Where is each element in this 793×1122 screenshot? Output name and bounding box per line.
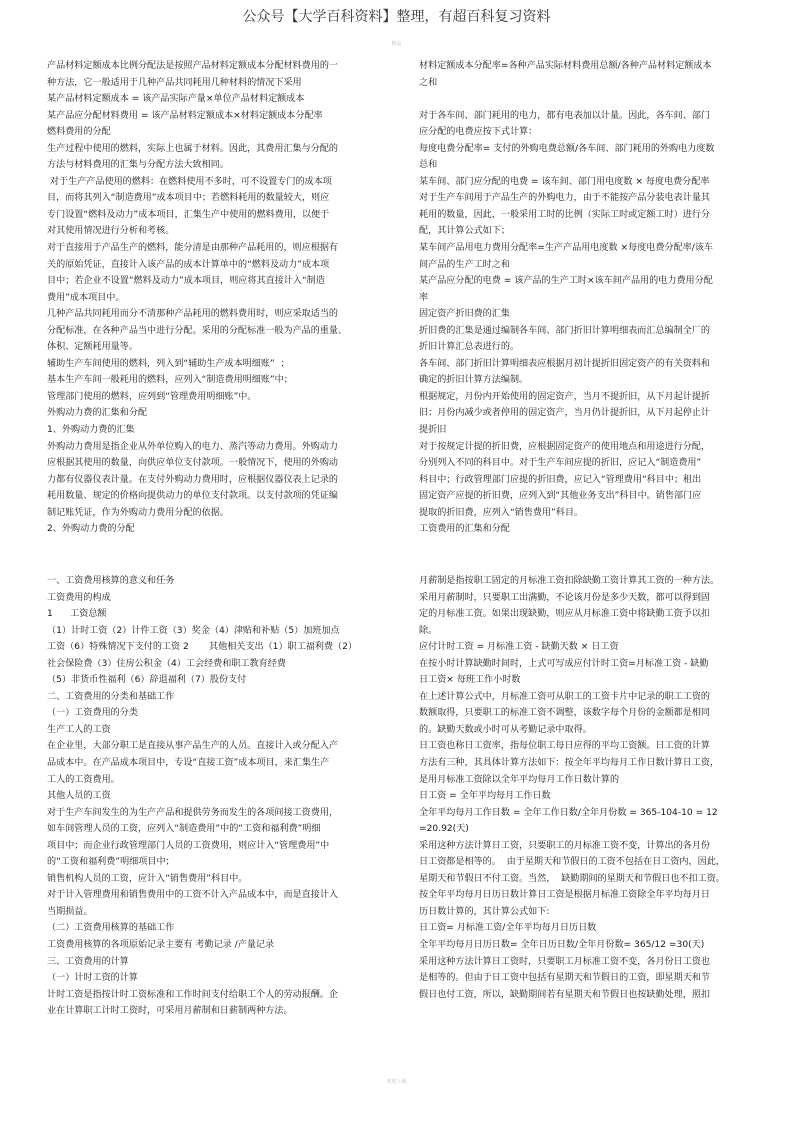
text-line: 某车间、部门应分配的电费 = 该车间、部门用电度数 × 每度电费分配率 xyxy=(419,176,710,187)
watermark-top: 精品 xyxy=(391,41,402,47)
text-line: 采用这种方法计算日工资时，只要职工月标准工资不变，各月份日工资也 xyxy=(419,956,711,967)
text-line: 总和 xyxy=(419,160,438,171)
text-line: 1、外购动力费的汇集 xyxy=(47,425,135,436)
text-line: 耗用的数量，因此，一般采用工时的比例（实际工时或定额工时）进行分 xyxy=(419,209,711,220)
text-line: 其他人员的工资 xyxy=(47,791,111,802)
text-line: 基本生产车间一般耗用的燃料，应列入“制造费用明细账”中； xyxy=(47,375,293,386)
text-line: 工资费用的汇集和分配 xyxy=(419,524,510,535)
text-line: （1）计时工资（2）计件工资（3）奖金（4）津贴和补贴（5）加班加点 xyxy=(47,625,340,636)
text-line: 的“工资和福利费”明细项目中； xyxy=(47,857,175,868)
text-line: （5）非货币性福利（6）辞退福利（7）股份支付 xyxy=(47,675,247,686)
text-line: 是相等的。但由于日工资中包括有星期天和节假日的工资，即星期天和节 xyxy=(419,973,711,984)
text-line: 旧；月份内减少或者停用的固定资产，当月仍计提折旧，从下月起停止计 xyxy=(419,408,711,419)
text-line: 对于各车间、部门耗用的电力，都有电表加以计量。因此，各车间、部门 xyxy=(419,110,711,121)
text-line: 销售机构人员的工资，应计入“销售费用”科目中。 xyxy=(47,873,248,884)
text-line: 工人的工资费用。 xyxy=(47,774,120,785)
text-line: 力都有仪器仪表计量。在支付外购动力费用时，应根据仪器仪表上记录的 xyxy=(47,474,339,485)
text-line: 目，而将其列入“制造费用”成本项目中；若燃料耗用的数量较大，则应 xyxy=(47,193,330,204)
text-line: 工资（6）特殊情况下支付的工资 2 其他相关支出（1）职工福利费（2） xyxy=(47,642,357,653)
text-line: 每度电费分配率= 支付的外购电费总额/各车间、部门耗用的外购电力度数 xyxy=(419,143,715,154)
text-line: 制记账凭证，作为外购动力费用分配的依据。 xyxy=(47,507,229,518)
text-line: 产品材料定额成本比例分配法是按照产品材料定额成本分配材料费用的一 xyxy=(47,61,339,71)
text-line: 品成本中。在产品成本项目中，专设“直接工资”成本项目，来汇集生产 xyxy=(47,758,330,769)
text-line: 关的原始凭证，直接计入该产品的成本计算单中的“燃料及动力”成本项 xyxy=(47,259,330,270)
text-line: 业在计算职工计时工资时，可采用月薪制和日薪制两种方法。 xyxy=(47,1006,293,1017)
text-line: 应根据其使用的数量，向供应单位支付款项。一般情况下，使用的外购动 xyxy=(47,458,339,469)
text-line: 根据规定，月份内开始使用的固定资产，当月不提折旧，从下月起计提折 xyxy=(419,391,711,402)
text-line: 假日也付工资，所以，缺勤期间若有星期天和节假日也按缺勤处理，照扣 xyxy=(419,989,711,1000)
text-line: 某产品应分配材料费用 = 该产品材料定额成本×材料定额成本分配率 xyxy=(47,110,323,121)
text-line: 除。 xyxy=(419,625,438,636)
text-line: 分别列入不同的科目中。对于生产车间应提的折旧，应记入“制造费用” xyxy=(419,458,702,469)
text-line: 二、工资费用的分类和基础工作 xyxy=(47,691,175,702)
text-line: 某产品应分配的电费 = 该产品的生产工时×该车间产品用的电力费用分配 xyxy=(419,276,713,287)
text-line: 分配标准，在各种产品当中进行分配。采用的分配标准一般为产品的重量、 xyxy=(47,325,348,336)
text-line: 之和 xyxy=(419,77,438,88)
text-line: 日工资 = 全年平均每月工作日数 xyxy=(419,791,551,802)
text-line xyxy=(419,91,749,108)
text-line: 间产品的生产工时之和 xyxy=(419,259,510,270)
text-line: 固定资产折旧费的汇集 xyxy=(419,309,510,320)
text-line: 生产过程中使用的燃料，实际上也属于材料。因此，其费用汇集与分配的 xyxy=(47,143,339,154)
text-line: （一）工资费用的分类 xyxy=(47,708,138,719)
text-line: 全年平均每月日历日数= 全年日历日数/全年月份数= 365/12 =30(天) xyxy=(419,940,705,951)
text-line: 计时工资是指按计时工资标准和工作时间支付给职工个人的劳动报酬。企 xyxy=(47,989,339,1000)
text-line: 全年平均每月工作日数 = 全年工作日数/全年月份数 = 365-104-10 = 12 xyxy=(419,807,718,818)
text-line: 是用月标准工资除以全年平均每月工作日数计算的 xyxy=(419,774,620,785)
text-line: 率 xyxy=(419,292,429,303)
text-line: 采用这种方法计算日工资，只要职工的月标准工资不变，计算出的各月份 xyxy=(419,840,711,851)
text-line: 定的月标准工资。如果出现缺勤，则应从月标准工资中将缺勤工资予以扣 xyxy=(419,609,711,620)
text-line: 方法有三种，其具体计算方法如下：按全年平均每月工作日数计算日工资， xyxy=(419,758,720,769)
left-column-bottom xyxy=(47,573,377,1020)
text-line: 工资费用核算的各项原始记录主要有 考勤记录 /产量记录 xyxy=(47,940,275,951)
text-line: 某产品材料定额成本 = 该产品实际产量×单位产品材料定额成本 xyxy=(47,94,305,105)
text-line: 种方法，它一般适用于几种产品共同耗用几种材料的情况下采用 xyxy=(47,77,302,88)
text-line: 对于生产车间发生的为生产产品和提供劳务而发生的各项间接工资费用， xyxy=(47,807,339,818)
watermark-bottom: 欢迎下载 xyxy=(386,1079,407,1085)
text-line: 对于直接用于产品生产的燃料，能分清是由那种产品耗用的，则应根据有 xyxy=(47,243,339,254)
text-line: 方法与材料费用的汇集与分配方法大致相同。 xyxy=(47,160,229,171)
text-line: 当期损益。 xyxy=(47,906,93,917)
text-line: 星期天和节假日不付工资。当然， 缺勤期间的星期天和节假日也不扣工资。 xyxy=(419,873,725,884)
text-line: 1 工资总额 xyxy=(47,609,107,620)
text-line: 提取的折旧费，应列入“销售费用”科目。 xyxy=(419,507,584,518)
right-column-bottom xyxy=(419,573,749,1003)
text-line: 配，其计算公式如下； xyxy=(419,226,510,237)
left-column-top xyxy=(47,58,377,538)
text-line: 数额取得，只要职工的标准工资不调整，该数字每个月份的金额都是相同 xyxy=(419,708,711,719)
text-line: 日工资= 月标准工资/全年平均每月日历日数 xyxy=(419,923,597,934)
text-line: 对于计入管理费用和销售费用中的工资不计入产品成本中，而是直接计入 xyxy=(47,890,339,901)
text-line: 某车间产品用电力费用分配率=生产产品用电度数 ×每度电费分配率/该车 xyxy=(419,243,714,254)
page-header: 公众号【大学百科资料】整理，有超百科复习资料 xyxy=(242,9,551,25)
text-line: 三、工资费用的计算 xyxy=(47,956,129,967)
text-line: 耗用数量、规定的价格向提供动力的单位支付款项。以支付款项的凭证编 xyxy=(47,491,339,502)
text-line: 应付计时工资 = 月标准工资 - 缺勤天数 × 日工资 xyxy=(419,642,619,653)
text-line: 折旧费的汇集是通过编制各车间、部门折旧计算明细表而汇总编制全厂的 xyxy=(419,325,711,336)
text-line: 在上述计算公式中，月标准工资可从职工的工资卡片中记录的职工工资的 xyxy=(419,691,711,702)
text-line: 日工资都是相等的。 由于星期天和节假日的工资不包括在日工资内，因此， xyxy=(419,857,725,868)
text-line: 在按小时计算缺勤时间时，上式可写成应付计时工资=月标准工资 - 缺勤 xyxy=(419,658,709,669)
text-line: 几种产品共同耗用而分不清那种产品耗用的燃料费用时，则应采取适当的 xyxy=(47,309,339,320)
text-line: 采用月薪制时，只要职工出满勤，不论该月份是多少天数，都可以得到固 xyxy=(419,592,711,603)
text-line: 确定的折旧计算方法编制。 xyxy=(419,375,529,386)
text-line: 生产工人的工资 xyxy=(47,724,111,735)
text-line: 折旧计算汇总表进行的。 xyxy=(419,342,520,353)
text-line: 专门设置“燃料及动力”成本项目，汇集生产中使用的燃料费用，以便于 xyxy=(47,209,330,220)
text-line: 日工资× 每班工作小时数 xyxy=(419,675,521,686)
text-line: 体积、定额耗用量等。 xyxy=(47,342,138,353)
text-line: 费用”成本项目中。 xyxy=(47,292,125,303)
text-line: 2、外购动力费的分配 xyxy=(47,524,135,535)
text-line: 目中；若企业不设置“燃料及动力”成本项目，则应将其直接计入“制造 xyxy=(47,276,325,287)
text-line: 对于生产车间用于产品生产的外购电力，由于不能按产品分装电表计量其 xyxy=(419,193,711,204)
text-line: 应分配的电费应按下式计算： xyxy=(419,127,538,138)
text-line: 如车间管理人员的工资，应列入“制造费用”中的“工资和福利费”明细 xyxy=(47,824,321,835)
text-line: 一、工资费用核算的意义和任务 xyxy=(47,576,175,586)
text-line: 外购动力费用是指企业从外单位购入的电力、蒸汽等动力费用。外购动力 xyxy=(47,441,339,452)
text-line: 提折旧 xyxy=(419,425,447,436)
text-line: 辅助生产车间使用的燃料，列入到“辅助生产成本明细账” ； xyxy=(47,358,290,369)
text-line: 工资费用的构成 xyxy=(47,592,111,603)
text-line: 日工资也称日工资率，指每位职工每日应得的平均工资额。日工资的计算 xyxy=(419,741,711,752)
text-line: 月薪制是指按职工固定的月标准工资扣除缺勤工资计算其工资的一种方法。 xyxy=(419,576,720,586)
text-line: 项目中；而企业行政管理部门人员的工资费用，则应计入“管理费用”中 xyxy=(47,840,330,851)
text-line: 燃料费用的分配 xyxy=(47,127,111,138)
text-line: 社会保险费（3）住房公积金（4）工会经费和职工教育经费 xyxy=(47,658,286,669)
text-line: 在企业里，大部分职工是直接从事产品生产的人员。直接计入或分配入产 xyxy=(47,741,339,752)
right-column-top xyxy=(419,58,749,538)
text-line: （二）工资费用核算的基础工作 xyxy=(47,923,175,934)
text-line: 对于按规定计提的折旧费，应根据固定资产的使用地点和用途进行分配， xyxy=(419,441,711,452)
text-line: 历日数计算的，其计算公式如下: xyxy=(419,906,550,917)
text-line: 对于生产产品使用的燃料：在燃料使用不多时，可不设置专门的成本项 xyxy=(47,176,332,187)
text-line: =20.92(天) xyxy=(419,824,469,835)
text-line: 固定资产应提的折旧费，应列入到“其他业务支出”科目中。销售部门应 xyxy=(419,491,702,502)
text-line: 材料定额成本分配率=各种产品实际材料费用总额/各种产品材料定额成本 xyxy=(419,61,712,71)
text-line: 的。缺勤天数或小时可从考勤记录中取得。 xyxy=(419,724,592,735)
text-line: 各车间、部门折旧计算明细表应根据月初计提折旧固定资产的有关资料和 xyxy=(419,358,711,369)
text-line: 科目中；行政管理部门应提的折旧费，应记入“管理费用“科目中；租出 xyxy=(419,474,702,485)
text-line: 管理部门使用的燃料，应列到“管理费用明细账”中。 xyxy=(47,391,257,402)
text-line: 对其使用情况进行分析和考核。 xyxy=(47,226,175,237)
text-line: （一）计时工资的计算 xyxy=(47,973,138,984)
text-line: 按全年平均每月日历日数计算日工资是根据月标准工资除全年平均每月日 xyxy=(419,890,711,901)
text-line: 外购动力费的汇集和分配 xyxy=(47,408,148,419)
